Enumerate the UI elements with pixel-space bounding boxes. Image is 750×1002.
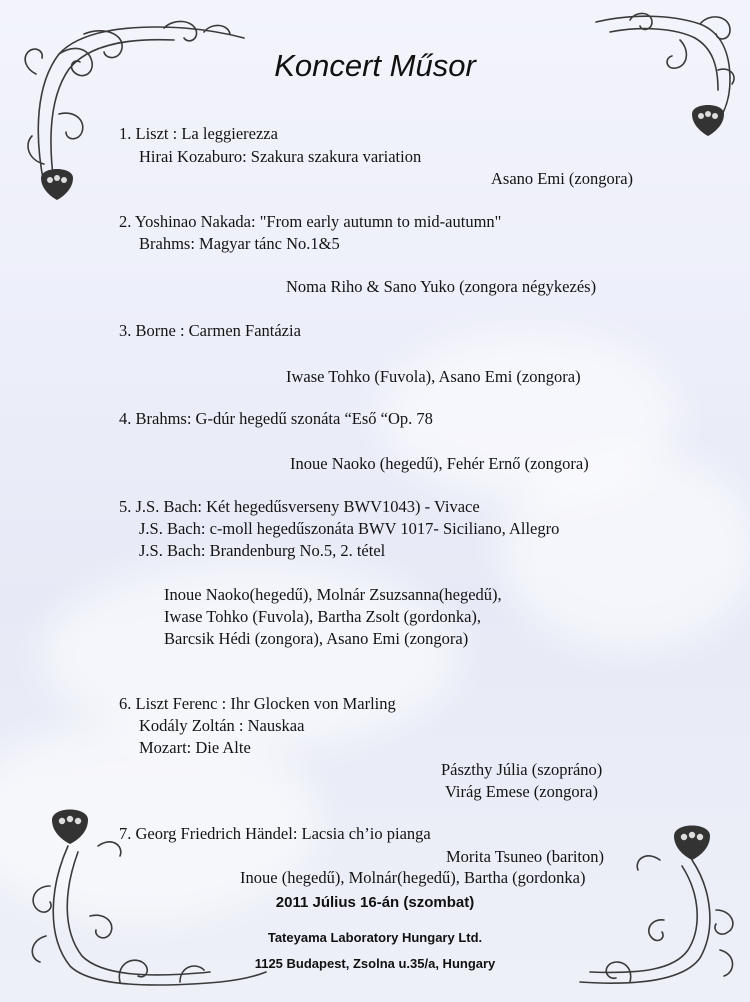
program-item-2-title: 2. Yoshinao Nakada: "From early autumn to mid-autumn" <box>119 212 502 231</box>
program-item-5-performers-2: Iwase Tohko (Fuvola), Bartha Zsolt (gordonka), <box>164 607 482 626</box>
program-item-6-title: 6. Liszt Ferenc : Ihr Glocken von Marling <box>119 694 396 713</box>
program-item-3-performers: Iwase Tohko (Fuvola), Asano Emi (zongora) <box>286 367 581 386</box>
organizer-name: Tateyama Laboratory Hungary Ltd. <box>267 930 483 945</box>
program-item-6-performers-1: Pászthy Júlia (szopráno) <box>441 760 603 779</box>
program-item-1-title-2: Hirai Kozaburo: Szakura szakura variation <box>139 147 422 166</box>
program-item-7-title: 7. Georg Friedrich Händel: Lacsia ch’io pianga <box>119 824 431 843</box>
program-item-2-performers: Noma Riho & Sano Yuko (zongora négykezés) <box>286 277 597 296</box>
cloud <box>500 450 750 650</box>
program-item-6-performers-2: Virág Emese (zongora) <box>445 782 598 801</box>
program-item-5-performers-3: Barcsik Hédi (zongora), Asano Emi (zongora) <box>164 629 469 648</box>
ornament-top-right <box>590 10 740 180</box>
program-item-1-title: 1. Liszt : La leggierezza <box>119 124 278 143</box>
concert-date: 2011 Július 16-án (szombat) <box>275 894 475 911</box>
program-item-4-title: 4. Brahms: G-dúr hegedű szonáta “Eső “Op. 78 <box>119 409 433 428</box>
program-item-5-title-2: J.S. Bach: c-moll hegedűszonáta BWV 1017- Siciliano, Allegro <box>139 519 560 538</box>
program-item-6-title-3: Mozart: Die Alte <box>139 738 251 757</box>
venue-address: 1125 Budapest, Zsolna u.35/a, Hungary <box>254 956 496 971</box>
program-item-5-title-3: J.S. Bach: Brandenburg No.5, 2. tétel <box>139 541 386 560</box>
program-item-4-performers: Inoue Naoko (hegedű), Fehér Ernő (zongora) <box>290 454 589 473</box>
program-item-5-performers-1: Inoue Naoko(hegedű), Molnár Zsuzsanna(hegedű), <box>164 585 502 604</box>
program-item-3-title: 3. Borne : Carmen Fantázia <box>119 321 301 340</box>
program-item-6-title-2: Kodály Zoltán : Nauskaa <box>139 716 305 735</box>
program-item-1-performers: Asano Emi (zongora) <box>491 169 634 188</box>
page-title: Koncert Műsor <box>274 48 476 83</box>
ornament-top-left <box>14 14 254 204</box>
program-item-5-title: 5. J.S. Bach: Két hegedűsverseny BWV1043) - Vivace <box>119 497 480 516</box>
program-item-2-title-2: Brahms: Magyar tánc No.1&5 <box>139 234 340 253</box>
program-item-7-performers-1: Morita Tsuneo (bariton) <box>446 847 605 866</box>
program-item-7-performers-2: Inoue (hegedű), Molnár(hegedű), Bartha (gordonka) <box>240 868 586 887</box>
